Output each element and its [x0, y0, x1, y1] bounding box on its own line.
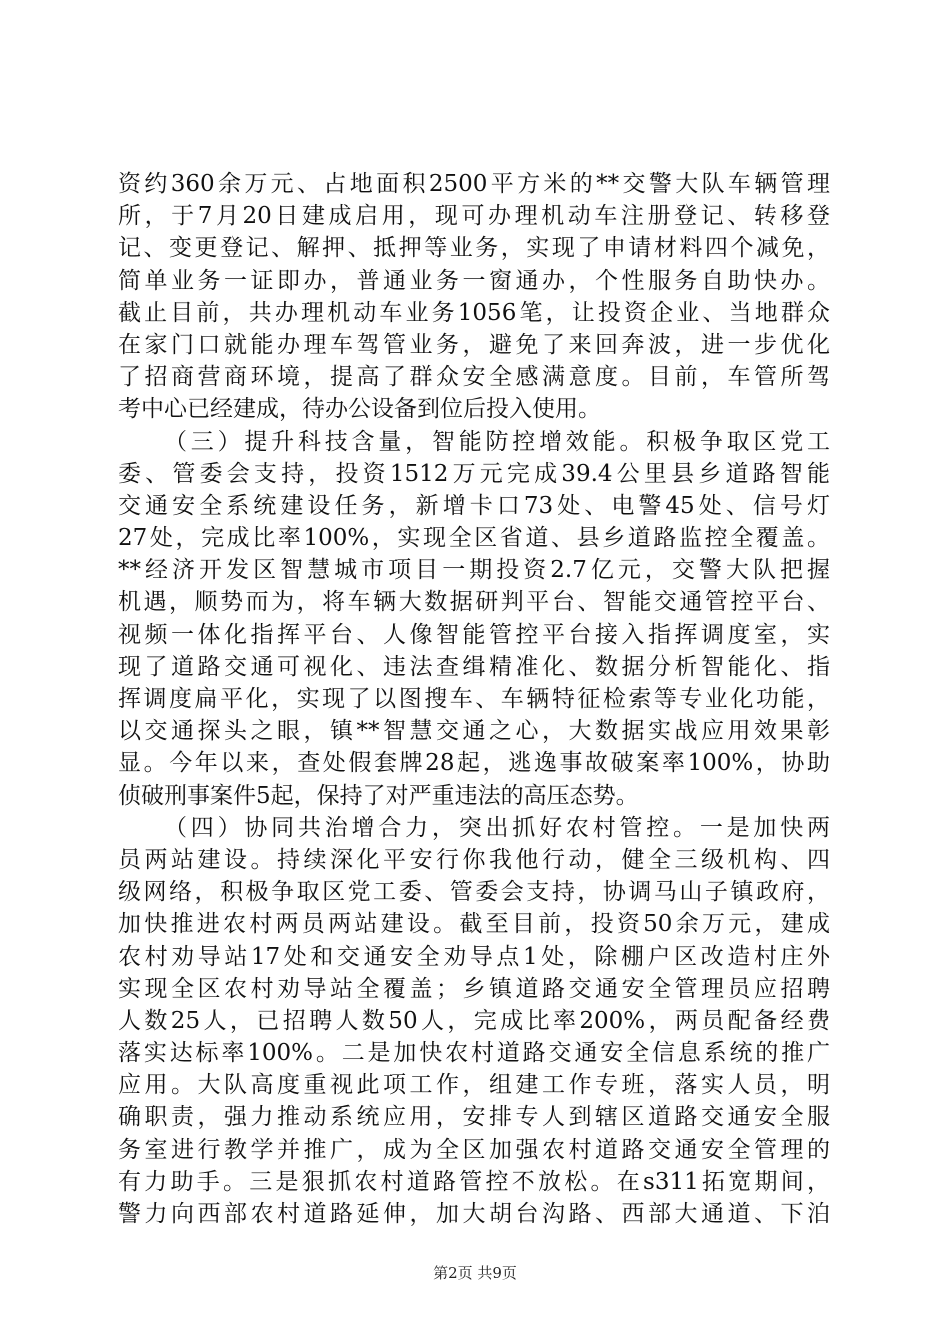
text-line: 简单业务一证即办，普通业务一窗通办，个性服务自助快办。 — [118, 267, 830, 294]
text-line: 农村劝导站17处和交通安全劝导点1处，除棚户区改造村庄外 — [118, 943, 830, 970]
text-line: 落实达标率100%。二是加快农村道路交通安全信息系统的推广 — [118, 1040, 830, 1067]
text-line: **经济开发区智慧城市项目一期投资2.7亿元，交警大队把握 — [118, 557, 830, 584]
page-footer: 第2页 共9页 — [433, 1264, 517, 1282]
text-line: 挥调度扁平化，实现了以图搜车、车辆特征检索等专业化功能， — [118, 686, 830, 712]
text-line: 确职责，强力推动系统应用，安排专人到辖区道路交通安全服 — [118, 1104, 830, 1131]
text-line: 侦破刑事案件5起，保持了对严重违法的高压态势。 — [118, 782, 639, 809]
text-line: 委、管委会支持，投资1512万元完成39.4公里县乡道路智能 — [118, 460, 830, 487]
text-line: （四）协同共治增合力，突出抓好农村管控。一是加快两 — [164, 814, 830, 841]
body-text — [118, 168, 830, 1230]
text-line: 警力向西部农村道路延伸，加大胡台沟路、西部大通道、下泊 — [118, 1201, 830, 1227]
text-line: 考中心已经建成，待办公设备到位后投入使用。 — [118, 396, 601, 423]
text-line: 交通安全系统建设任务，新增卡口73处、电警45处、信号灯 — [118, 492, 830, 519]
text-line: 27处，完成比率100%，实现全区省道、县乡道路监控全覆盖。 — [118, 525, 830, 552]
text-line: （三）提升科技含量，智能防控增效能。积极争取区党工 — [164, 428, 830, 455]
text-line: 现了道路交通可视化、违法查缉精准化、数据分析智能化、指 — [118, 653, 830, 680]
text-line: 以交通探头之眼，镇**智慧交通之心，大数据实战应用效果彰 — [118, 718, 830, 745]
text-line: 显。今年以来，查处假套牌28起，逃逸事故破案率100%，协助 — [118, 750, 830, 777]
text-line: 有力助手。三是狠抓农村道路管控不放松。在s311拓宽期间， — [118, 1168, 830, 1195]
text-line: 级网络，积极争取区党工委、管委会支持，协调马山子镇政府， — [118, 879, 830, 906]
text-line: 记、变更登记、解押、抵押等业务，实现了申请材料四个减免， — [118, 235, 830, 262]
text-line: 截止目前，共办理机动车业务1056笔，让投资企业、当地群众 — [118, 299, 830, 326]
text-line: 资约360余万元、占地面积2500平方米的**交警大队车辆管理 — [118, 171, 830, 197]
text-line: 机遇，顺势而为，将车辆大数据研判平台、智能交通管控平台、 — [118, 589, 830, 616]
text-line: 了招商营商环境，提高了群众安全感满意度。目前，车管所驾 — [118, 364, 830, 391]
text-line: 务室进行教学并推广，成为全区加强农村道路交通安全管理的 — [118, 1136, 830, 1163]
text-line: 员两站建设。持续深化平安行你我他行动，健全三级机构、四 — [118, 846, 830, 873]
text-line: 在家门口就能办理车驾管业务，避免了来回奔波，进一步优化 — [118, 331, 830, 358]
text-line: 人数25人，已招聘人数50人，完成比率200%，两员配备经费 — [118, 1007, 830, 1034]
text-line: 加快推进农村两员两站建设。截至目前，投资50余万元，建成 — [118, 911, 830, 938]
text-line: 视频一体化指挥平台、人像智能管控平台接入指挥调度室，实 — [118, 621, 830, 648]
text-line: 应用。大队高度重视此项工作，组建工作专班，落实人员，明 — [118, 1072, 830, 1099]
text-line: 实现全区农村劝导站全覆盖；乡镇道路交通安全管理员应招聘 — [118, 975, 830, 1002]
text-line: 所，于7月20日建成启用，现可办理机动车注册登记、转移登 — [118, 203, 830, 230]
